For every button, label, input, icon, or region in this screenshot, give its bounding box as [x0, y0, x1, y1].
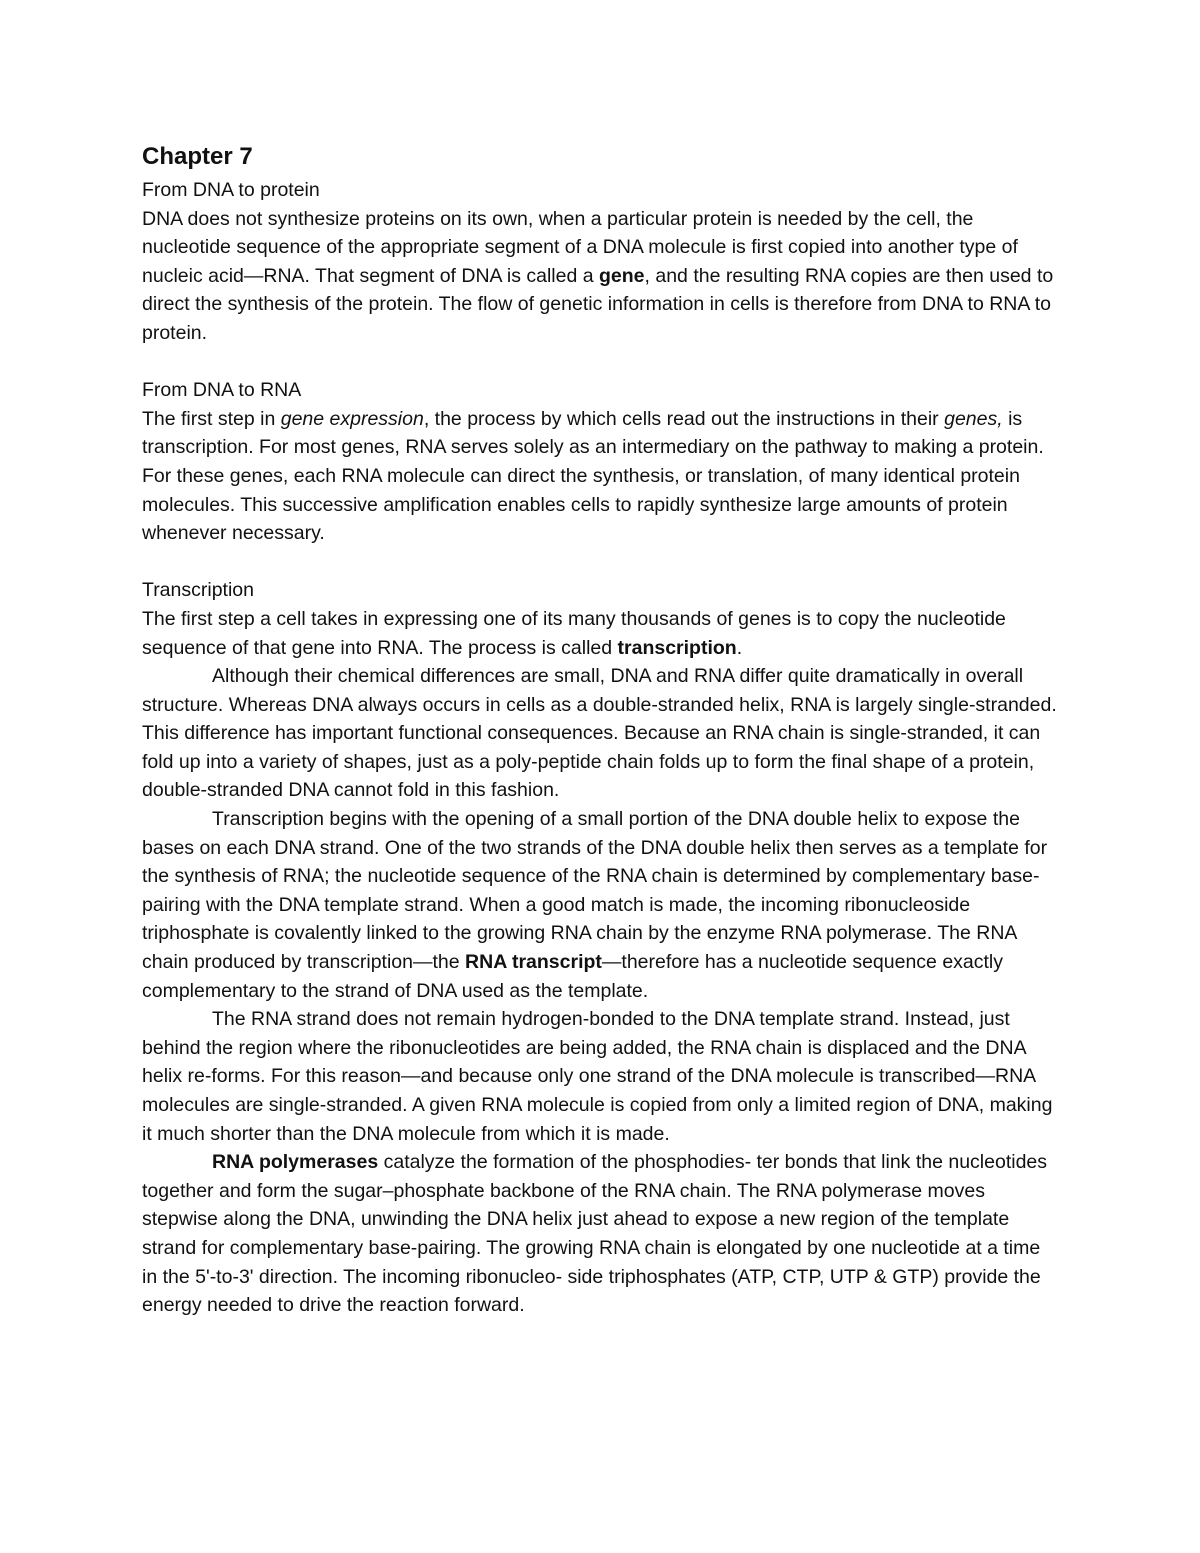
term-rna-transcript: RNA transcript [465, 951, 602, 974]
blank-line [142, 548, 1060, 577]
term-genes: genes, [944, 407, 1003, 430]
text-run: The first step in [142, 407, 281, 430]
text-run: Transcription begins with the opening of a small portion of the DNA double helix to expose the bases on each DNA strand. One of the two strands of the DNA double helix then serves as a template for the synthesis of RNA; the nucleotide sequence of the RNA chain is determined by complementary base-pairing with the DNA template strand. When a good match is made, the incoming ribonucleoside triphosphate is covalently linked to the growing RNA chain by the enzyme RNA polymerase. The RNA chain produced by transcription—the [142, 808, 1048, 974]
text-run: The first step a cell takes in expressing one of its many thousands of genes is to copy the nucleotide sequence of that gene into RNA. The process is called [142, 607, 1006, 659]
section-dna-to-rna [142, 376, 1060, 548]
text-run: —therefore has a nucleotide sequence exactly complementary to the strand of DNA used as the template. [142, 951, 1004, 1002]
section-transcription [142, 576, 1060, 1319]
chapter-title: Chapter 7 [142, 143, 253, 170]
paragraph-rna-polymerases [142, 1148, 1060, 1320]
term-rna-polymerases: RNA polymerases [212, 1151, 379, 1174]
section-heading-dna-to-protein: From DNA to protein [142, 179, 320, 201]
text-run: , the process by which cells read out the instructions in their [423, 407, 945, 430]
section-heading-transcription: Transcription [142, 579, 254, 602]
text-run: . [736, 636, 743, 659]
text-run: DNA does not synthesize proteins on its own, when a particular protein is needed by the cell, the nucleotide sequence of the appropriate segment of a DNA molecule is first copied into another type of nucleic acid—RNA. That segment of DNA is called a [142, 207, 1018, 287]
document-page [142, 140, 1060, 1320]
paragraph-dna-to-rna [142, 405, 1060, 548]
section-heading-dna-to-rna: From DNA to RNA [142, 379, 302, 402]
paragraph-transcription-begins [142, 805, 1060, 1005]
paragraph-dna-to-protein [142, 205, 1060, 348]
section-dna-to-protein [142, 176, 1060, 348]
blank-line [142, 348, 1060, 377]
text-run: is transcription. For most genes, RNA serves solely as an intermediary on the pathway to making a protein. For these genes, each RNA molecule can direct the synthesis, or translation, of many identical protein molecules. This successive amplification enables cells to rapidly synthesize large amounts of protein whenever necessary. [142, 407, 1044, 545]
paragraph-structure-differences: Although their chemical differences are small, DNA and RNA differ quite dramatically in overall structure. Whereas DNA always occurs in cells as a double-stranded helix, RNA is largely single-stranded. This difference has important functional consequences. Because an RNA chain is single-stranded, it can fold up into a variety of shapes, just as a poly-peptide chain folds up to form the final shape of a protein, double-stranded DNA cannot fold in this fashion. [142, 665, 1057, 802]
text-run: catalyze the formation of the phosphodies- ter bonds that link the nucleotides together and form the sugar–phosphate backbone of the RNA chain. The RNA polymerase moves stepwise along the DNA, unwinding the DNA helix just ahead to expose a new region of the template strand for complementary base-pairing. The growing RNA chain is elongated by one nucleotide at a time in the 5'-to-3' direction. The incoming ribonucleo- side triphosphates (ATP, CTP, UTP & GTP) provide the energy needed to drive the reaction forward. [142, 1151, 1048, 1317]
term-gene-expression: gene expression [280, 407, 424, 430]
paragraph-rna-strand: The RNA strand does not remain hydrogen-bonded to the DNA template strand. Instead, just behind the region where the ribonucleotides are being added, the RNA chain is displaced and the DNA helix re-forms. For this reason—and because only one strand of the DNA molecule is transcribed—RNA molecules are single-stranded. A given RNA molecule is copied from only a limited region of DNA, making it much shorter than the DNA molecule from which it is made. [142, 1008, 1053, 1145]
term-gene: gene [599, 264, 645, 287]
paragraph-transcription-intro [142, 605, 1060, 662]
term-transcription: transcription [617, 636, 737, 659]
text-run: , and the resulting RNA copies are then used to direct the synthesis of the protein. The flow of genetic information in cells is therefore from DNA to RNA to protein. [142, 264, 1054, 344]
